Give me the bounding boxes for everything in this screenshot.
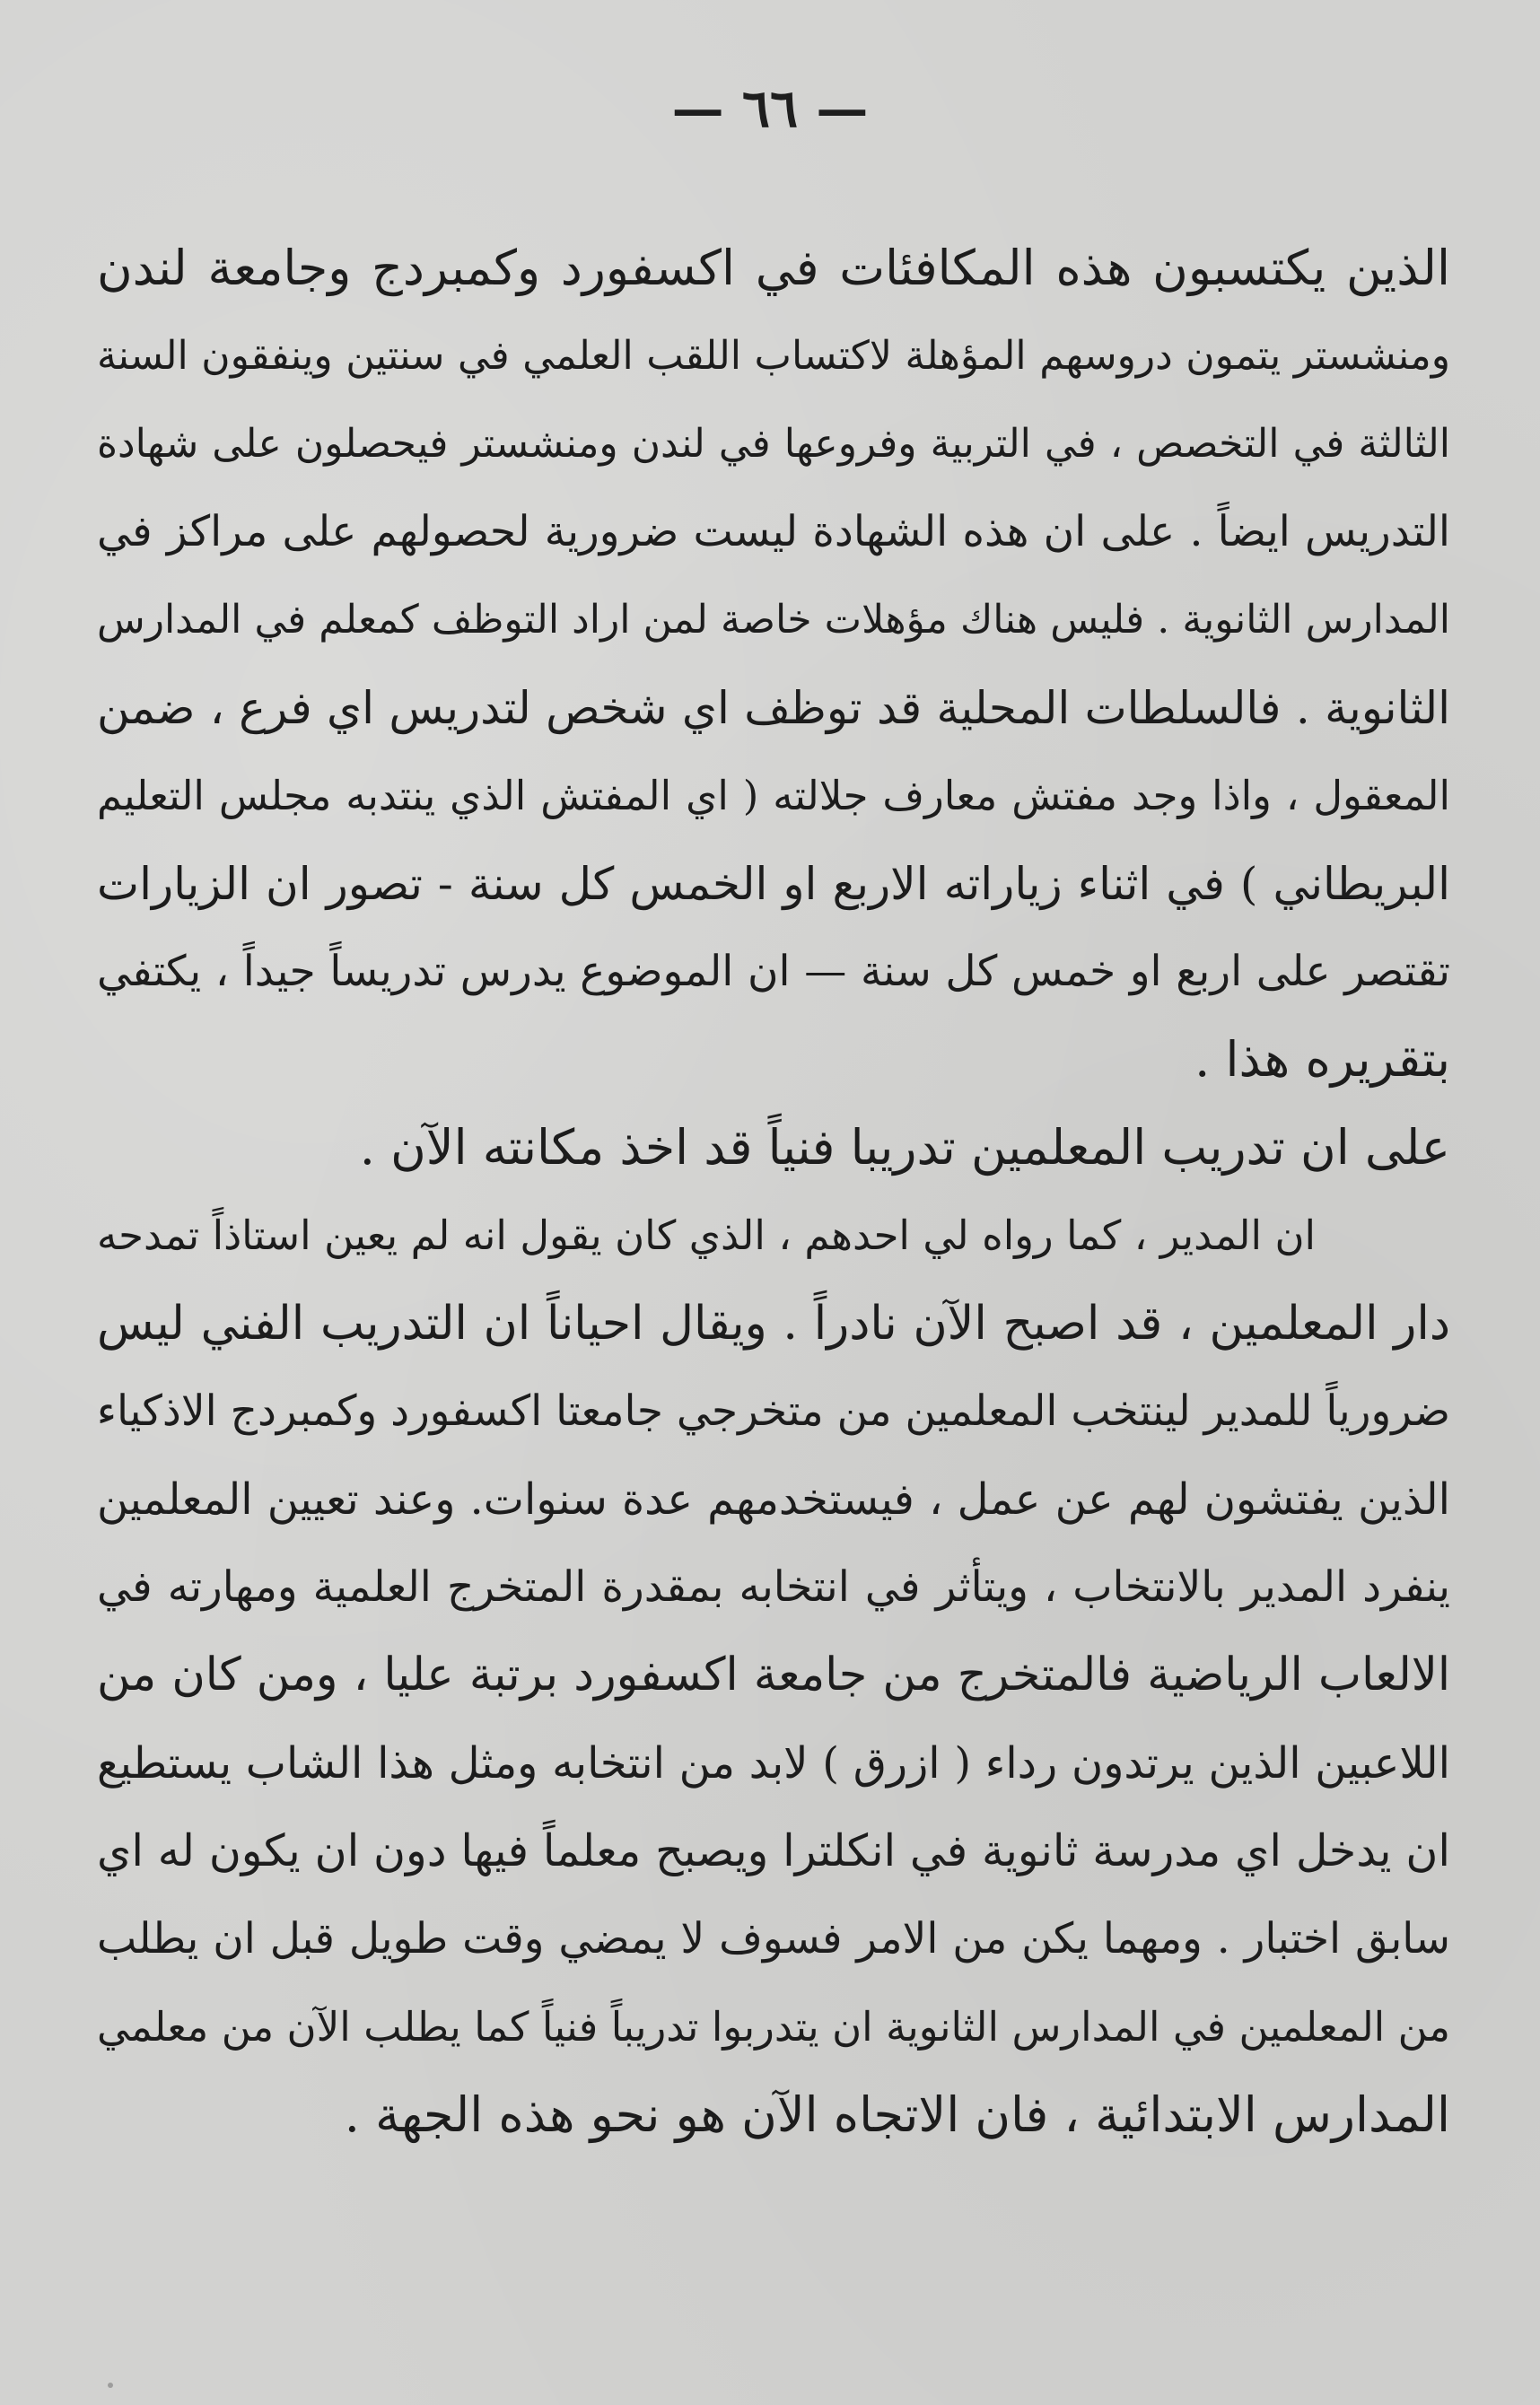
text-line: الثانوية . فالسلطات المحلية قد توظف اي شخص لتدريس اي فرع ، ضمن: [97, 682, 1450, 734]
scan-speck: [108, 2383, 113, 2388]
text-line: بتقريره هذا .: [1194, 1031, 1450, 1088]
text-line: على ان تدريب المعلمين تدريبا فنياً قد اخذ مكانته الآن .: [359, 1119, 1450, 1176]
text-line: المدارس الثانوية . فليس هناك مؤهلات خاصة لمن اراد التوظف كمعلم في المدارس: [97, 597, 1450, 643]
text-line: الذين يفتشون لهم عن عمل ، فيستخدمهم عدة سنوات. وعند تعيين المعلمين: [97, 1474, 1450, 1525]
scan-speck: [1382, 1606, 1386, 1610]
text-line: الذين يكتسبون هذه المكافئات في اكسفورد وكمبردج وجامعة لندن: [97, 240, 1450, 296]
text-line: المدارس الابتدائية ، فان الاتجاه الآن هو نحو هذه الجهة .: [344, 2086, 1450, 2143]
text-line: سابق اختبار . ومهما يكن من الامر فسوف لا يمضي وقت طويل قبل ان يطلب: [97, 1914, 1450, 1963]
text-line: اللاعبين الذين يرتدون رداء ( ازرق ) لابد من انتخابه ومثل هذا الشاب يستطيع: [97, 1738, 1450, 1788]
text-line: المعقول ، واذا وجد مفتش معارف جلالته ( اي المفتش الذي ينتدبه مجلس التعليم: [97, 772, 1450, 819]
text-line: ان المدير ، كما رواه لي احدهم ، الذي كان يقول انه لم يعين استاذاً تمدحه: [97, 1211, 1316, 1259]
text-line: الثالثة في التخصص ، في التربية وفروعها في لندن ومنشستر فيحصلون على شهادة: [97, 421, 1450, 467]
body-text: [97, 224, 1450, 2159]
text-line: ان يدخل اي مدرسة ثانوية في انكلترا ويصبح معلماً فيها دون ان يكون له اي: [97, 1825, 1450, 1876]
text-line: دار المعلمين ، قد اصبح الآن نادراً . ويقال احياناً ان التدريب الفني ليس: [97, 1297, 1450, 1351]
text-line: البريطاني ) في اثناء زياراته الاربع او الخمس كل سنة - تصور ان الزيارات: [97, 858, 1450, 910]
text-line: التدريس ايضاً . على ان هذه الشهادة ليست ضرورية لحصولهم على مراكز في: [97, 507, 1450, 556]
text-line: من المعلمين في المدارس الثانوية ان يتدربوا تدريباً فنياً كما يطلب الآن من معلمي: [97, 2003, 1450, 2051]
text-line: ينفرد المدير بالانتخاب ، ويتأثر في انتخابه بمقدرة المتخرج العلمية ومهارته في: [97, 1562, 1450, 1612]
text-line: الالعاب الرياضية فالمتخرج من جامعة اكسفورد برتبة عليا ، ومن كان من: [97, 1649, 1450, 1701]
text-line: ومنشستر يتمون دروسهم المؤهلة لاكتساب اللقب العلمي في سنتين وينفقون السنة: [97, 333, 1450, 379]
text-line: ضرورياً للمدير لينتخب المعلمين من متخرجي جامعتا اكسفورد وكمبردج الاذكياء: [96, 1386, 1450, 1436]
page-number: — ٦٦ —: [671, 78, 869, 139]
text-line: تقتصر على اربع او خمس كل سنة — ان الموضوع يدرس تدريساً جيداً ، يكتفي: [97, 947, 1450, 996]
